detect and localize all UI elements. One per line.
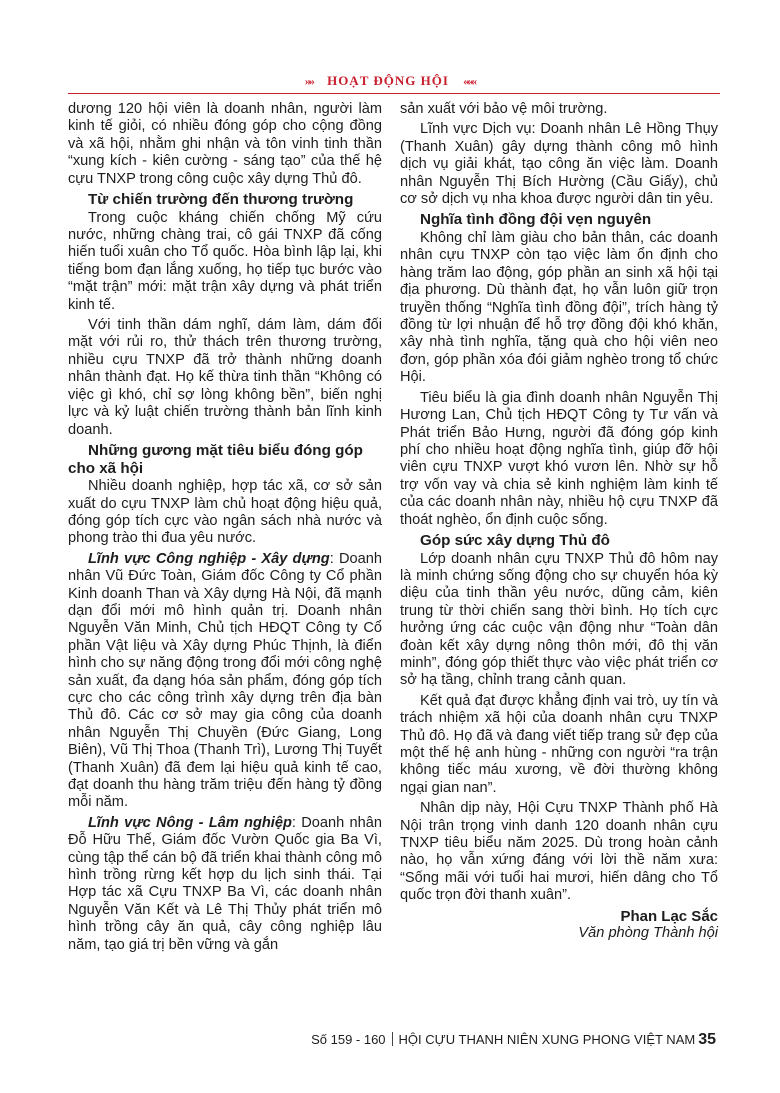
footer-divider	[392, 1032, 393, 1046]
paragraph: Nhân dịp này, Hội Cựu TNXP Thành phố Hà Nội trân trọng vinh danh 120 doanh nhân cựu TNXP tiêu biểu năm 2025. Dù trong hoàn cảnh nào, họ vẫn xứng đáng với lời thề năm xưa: “Sống mãi với tuổi hai mươi, hiến dâng cho Tổ quốc trọn đời thanh xuân”.	[400, 800, 718, 904]
paragraph: Với tinh thần dám nghĩ, dám làm, dám đối mặt với rủi ro, thử thách trên thương trường, nhiều cựu TNXP đã trở thành những doanh nhân thành đạt. Họ kế thừa tinh thần “Không có việc gì khó, chỉ sợ lòng không bền”, biến nghị lực và kỷ luật chiến trường thành bản lĩnh kinh doanh.	[68, 317, 382, 438]
issue-number: Số 159 - 160	[311, 1032, 386, 1047]
paragraph: Tiêu biểu là gia đình doanh nhân Nguyễn Thị Hương Lan, Chủ tịch HĐQT Công ty Tư vấn và Phát triển Bảo Hưng, người đã đóng góp kinh phí cho nhiều hoạt động nghĩa tình, giúp đỡ hội viên cựu TNXP vượt khó vươn lên. Nhờ sự hỗ trợ vốn vay và chia sẻ kinh nghiệm làm kinh tế của các doanh nhân này, nhiều hộ cựu TNXP đã thoát nghèo, ổn định cuộc sống.	[400, 389, 718, 528]
paragraph: dương 120 hội viên là doanh nhân, người làm kinh tế giỏi, có nhiều đóng góp cho cộng đồng và xã hội, nhằm ghi nhận và tôn vinh tinh thần “xung kích - kiên cường - sáng tạo” của thế hệ cựu TNXP trong công cuộc xây dựng Thủ đô.	[68, 101, 382, 187]
author-office: Văn phòng Thành hội	[578, 925, 718, 942]
paragraph	[68, 815, 382, 954]
left-arrows-icon: »»	[304, 74, 313, 88]
paragraph: Kết quả đạt được khẳng định vai trò, uy tín và trách nhiệm xã hội của doanh nhân cựu TNXP Thủ đô. Họ đã và đang viết tiếp trang sử đẹp của một thế hệ anh hùng - những con người “ra trận không tiếc máu xương, về đời thường không ngại gian nan”.	[400, 692, 718, 796]
page-number: 35	[698, 1031, 716, 1048]
page-footer	[311, 1031, 716, 1049]
publication-name: HỘI CỰU THANH NIÊN XUNG PHONG VIỆT NAM	[398, 1032, 696, 1047]
paragraph-body: : Doanh nhân Vũ Đức Toàn, Giám đốc Công ty Cổ phần Kinh doanh Than và Xây dựng Hà Nội, đã mạnh dạn đổi mới mô hình quản trị. Doanh nhân Nguyễn Văn Minh, Chủ tịch HĐQT Công ty Cổ phần Vật liệu và Xây dựng Phúc Thịnh, là điển hình cho sự năng động trong đổi mới công nghệ sản xuất, đa dạng hóa sản phẩm, đóng góp tích cực cho các công trình xây dựng trên địa bàn Thủ đô. Các cơ sở may gia công của doanh nhân Nguyễn Thị Chuyền (Đức Giang, Long Biên), Vũ Thị Thoa (Thanh Trì), Lương Thị Tuyết (Thanh Xuân) đã đem lại hiệu quả kinh tế cao, đạt doanh thu hàng trăm triệu đến hàng tỷ đồng mỗi năm.	[68, 550, 382, 811]
paragraph	[68, 551, 382, 812]
paragraph: Lớp doanh nhân cựu TNXP Thủ đô hôm nay là minh chứng sống động cho sự chuyển hóa kỳ diệu của tinh thần yêu nước, dũng cảm, kiên trung từ thời chiến sang thời bình. Họ tích cực hưởng ứng các cuộc vận động như “Toàn dân đoàn kết xây dựng nông thôn mới, đô thị văn minh”, đóng góp thiết thực vào việc phát triển cơ sở hạ tầng, chỉnh trang cảnh quan.	[400, 550, 718, 689]
lead-phrase: Lĩnh vực Nông - Lâm nghiệp	[88, 814, 292, 831]
paragraph: Nhiều doanh nghiệp, hợp tác xã, cơ sở sản xuất do cựu TNXP làm chủ hoạt động hiệu quả, đóng góp tích cực vào ngân sách nhà nước và phong trào thi đua yêu nước.	[68, 478, 382, 547]
paragraph: Trong cuộc kháng chiến chống Mỹ cứu nước, những chàng trai, cô gái TNXP đã cống hiến tuổi xuân cho Tổ quốc. Hòa bình lập lại, khi tiếng bom đạn lắng xuống, họ tiếp tục bước vào “mặt trận” mới: mặt trận xây dựng và phát triển kinh tế.	[68, 209, 382, 313]
lead-phrase: Lĩnh vực Công nghiệp - Xây dựng	[88, 550, 330, 567]
paragraph: Lĩnh vực Dịch vụ: Doanh nhân Lê Hồng Thụy (Thanh Xuân) gây dựng thành công mô hình dịch vụ giải khát, tạo công ăn việc làm. Doanh nhân Nguyễn Thị Bích Hường (Cầu Giấy), chủ cơ sở dịch vụ nha khoa được người dân tin yêu.	[400, 121, 718, 208]
section-title: HOẠT ĐỘNG HỘI	[327, 73, 449, 88]
author-name: Phan Lạc Sắc	[620, 907, 718, 925]
subheading: Góp sức xây dựng Thủ đô	[420, 531, 610, 549]
subheading: Nghĩa tình đồng đội vẹn nguyên	[420, 211, 652, 229]
header-rule	[68, 93, 720, 94]
right-arrows-icon: «««	[463, 74, 476, 88]
subheading: Những gương mặt tiêu biểu đóng góp cho xã hội	[68, 441, 363, 477]
signature-block	[400, 908, 718, 943]
paragraph: sản xuất với bảo vệ môi trường.	[400, 101, 608, 117]
left-column	[68, 101, 382, 957]
paragraph-body: : Doanh nhân Đỗ Hữu Thế, Giám đốc Vườn Quốc gia Ba Vì, cùng tập thể cán bộ đã triển khai thành công mô hình trồng rừng kết hợp du lịch sinh thái. Tại Hợp tác xã Cựu TNXP Ba Vì, các doanh nhân Nguyễn Văn Kết và Lê Thị Thủy phát triển mô hình trồng cây ăn quả, cây công nghiệp lâu năm, tạo giá trị bền vững và gắn	[68, 814, 382, 953]
section-header	[0, 73, 780, 89]
right-column	[400, 101, 718, 942]
paragraph: Không chỉ làm giàu cho bản thân, các doanh nhân cựu TNXP còn tạo việc làm ổn định cho hàng trăm lao động, góp phần an sinh xã hội tại địa phương. Dù thành đạt, họ vẫn luôn giữ trọn truyền thống “Nghĩa tình đồng đội”, trích hàng tỷ đồng từ lợi nhuận để hỗ trợ đồng đội khó khăn, xây nhà tình nghĩa, tặng quà cho hội viên neo đơn, góp phần xóa đói giảm nghèo trong tổ chức Hội.	[400, 230, 718, 386]
subheading: Từ chiến trường đến thương trường	[88, 191, 354, 209]
